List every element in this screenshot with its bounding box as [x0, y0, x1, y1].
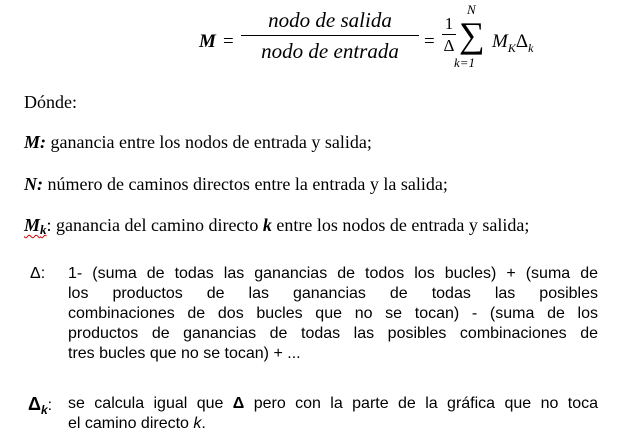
sigma-symbol: ∑ — [459, 15, 485, 55]
delta-line: productos de ganancias de todas las posibles combinaciones de — [68, 325, 598, 342]
definition-n-symbol: N: — [24, 174, 43, 194]
delta-line: 1- (suma de todas las ganancias de todos los bucles) + (suma de — [68, 265, 598, 282]
delta-line: tres bucles que no se tocan) + ... — [68, 345, 301, 362]
definition-m-text: ganancia entre los nodos de entrada y salida; — [46, 132, 372, 152]
term-delta: Δ — [515, 31, 529, 52]
definition-n — [24, 174, 448, 195]
definition-mk-text-b: entre los nodos de entrada y salida; — [271, 215, 530, 235]
sum-lower-limit: k=1 — [454, 55, 476, 70]
deltak-line-2: el camino directo k. — [68, 415, 206, 432]
definition-m-symbol: M: — [24, 132, 46, 152]
definition-delta-symbol: Δ: — [30, 265, 46, 282]
donde-label: Dónde: — [24, 92, 77, 112]
summation-term — [492, 31, 533, 56]
definition-m — [24, 132, 372, 153]
formula-equals-2: = — [424, 31, 435, 52]
definition-deltak-text — [68, 394, 598, 434]
term-m-sub: K — [507, 40, 516, 55]
definition-deltak-symbol: $\Delta_k$: — [28, 394, 53, 418]
delta-line: combinaciones de dos bucles que no se tocan) - (suma de los — [68, 305, 598, 322]
term-m: M — [492, 31, 508, 52]
formula-fraction — [241, 7, 419, 64]
gain-formula — [199, 2, 534, 74]
definition-mk — [24, 215, 529, 238]
definition-mk-k: k — [262, 215, 272, 235]
deltak-line-1: se calcula igual que Δ pero con la parte de la gráfica que no toca — [68, 395, 599, 412]
summation — [454, 2, 489, 74]
formula-coefficient — [442, 14, 456, 57]
delta-line: los productos de las ganancias de todas las posibles — [68, 285, 598, 302]
definition-mk-text-a: : ganancia del camino directo — [46, 215, 263, 235]
definition-delta-text — [68, 264, 598, 364]
coef-numerator: 1 — [444, 14, 454, 33]
formula-lhs: M — [199, 31, 216, 52]
term-delta-sub: k — [528, 40, 534, 55]
formula-numerator: nodo de salida — [268, 8, 392, 32]
definition-mk-symbol: Mk — [24, 215, 47, 237]
sum-upper-limit: N — [467, 2, 476, 17]
formula-equals: = — [223, 31, 234, 52]
fraction-bar — [241, 35, 419, 36]
definition-n-text: número de caminos directos entre la entrada y la salida; — [43, 174, 448, 194]
coef-denominator: Δ — [443, 36, 455, 55]
formula-denominator: nodo de entrada — [261, 39, 399, 63]
